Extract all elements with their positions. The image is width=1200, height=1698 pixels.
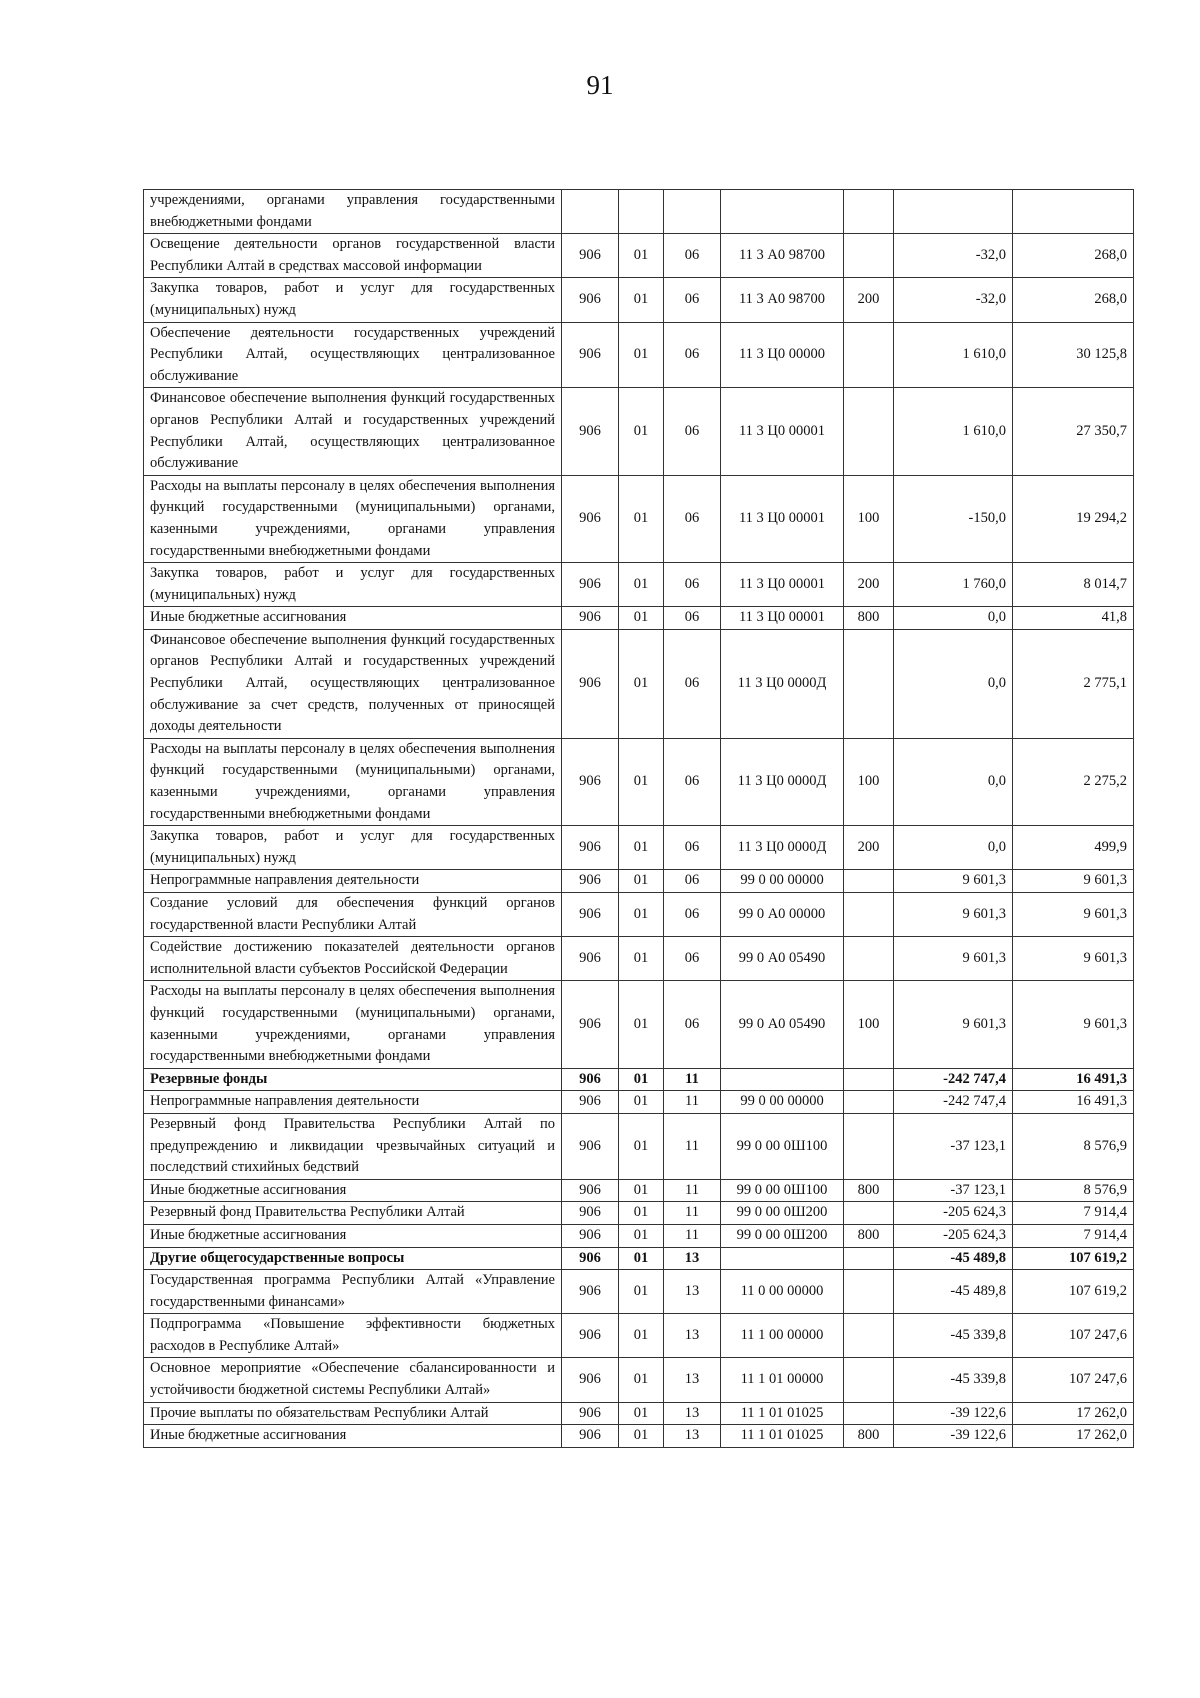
cell-total-amount: 499,9 bbox=[1013, 826, 1134, 870]
cell-name: Создание условий для обеспечения функций органов государственной власти Республики Алтай bbox=[144, 893, 562, 937]
cell-name: Закупка товаров, работ и услуг для государственных (муниципальных) нужд bbox=[144, 563, 562, 607]
cell-name: Непрограммные направления деятельности bbox=[144, 1091, 562, 1114]
cell-total-amount: 27 350,7 bbox=[1013, 388, 1134, 475]
cell-section: 01 bbox=[619, 1179, 664, 1202]
cell-ministry-code: 906 bbox=[562, 629, 619, 738]
table-row bbox=[144, 1247, 1134, 1270]
cell-change-amount: 0,0 bbox=[894, 629, 1013, 738]
cell-total-amount: 9 601,3 bbox=[1013, 893, 1134, 937]
cell-section: 01 bbox=[619, 607, 664, 630]
cell-change-amount: 9 601,3 bbox=[894, 981, 1013, 1068]
table-row bbox=[144, 937, 1134, 981]
cell-change-amount: -37 123,1 bbox=[894, 1113, 1013, 1179]
cell-subsection: 11 bbox=[664, 1224, 721, 1247]
cell-name: Обеспечение деятельности государственных учреждений Республики Алтай, осуществляющих централизованное обслуживание bbox=[144, 322, 562, 388]
cell-change-amount: 0,0 bbox=[894, 607, 1013, 630]
cell-subsection: 13 bbox=[664, 1270, 721, 1314]
cell-expense-type bbox=[844, 322, 894, 388]
cell-ministry-code: 906 bbox=[562, 607, 619, 630]
cell-ministry-code: 906 bbox=[562, 234, 619, 278]
cell-subsection: 13 bbox=[664, 1402, 721, 1425]
cell-target-article: 99 0 А0 05490 bbox=[721, 937, 844, 981]
cell-ministry-code: 906 bbox=[562, 1091, 619, 1114]
cell-change-amount: -37 123,1 bbox=[894, 1179, 1013, 1202]
cell-ministry-code: 906 bbox=[562, 563, 619, 607]
cell-target-article: 11 1 01 00000 bbox=[721, 1358, 844, 1402]
cell-target-article: 11 3 Ц0 0000Д bbox=[721, 629, 844, 738]
cell-subsection: 06 bbox=[664, 234, 721, 278]
cell-change-amount: -45 489,8 bbox=[894, 1247, 1013, 1270]
cell-total-amount: 19 294,2 bbox=[1013, 475, 1134, 562]
cell-change-amount: 9 601,3 bbox=[894, 870, 1013, 893]
cell-expense-type bbox=[844, 1247, 894, 1270]
cell-subsection: 06 bbox=[664, 322, 721, 388]
cell-change-amount: 1 610,0 bbox=[894, 388, 1013, 475]
cell-target-article: 11 3 Ц0 0000Д bbox=[721, 738, 844, 825]
cell-section: 01 bbox=[619, 1224, 664, 1247]
cell-total-amount: 7 914,4 bbox=[1013, 1224, 1134, 1247]
cell-section: 01 bbox=[619, 1358, 664, 1402]
cell-subsection: 06 bbox=[664, 981, 721, 1068]
cell-subsection: 11 bbox=[664, 1091, 721, 1114]
cell-name: Государственная программа Республики Алтай «Управление государственными финансами» bbox=[144, 1270, 562, 1314]
cell-expense-type: 800 bbox=[844, 1425, 894, 1448]
cell-ministry-code: 906 bbox=[562, 738, 619, 825]
cell-subsection: 06 bbox=[664, 826, 721, 870]
cell-section: 01 bbox=[619, 870, 664, 893]
table-row bbox=[144, 981, 1134, 1068]
cell-ministry-code: 906 bbox=[562, 278, 619, 322]
cell-section: 01 bbox=[619, 893, 664, 937]
cell-target-article: 99 0 А0 00000 bbox=[721, 893, 844, 937]
cell-section: 01 bbox=[619, 1113, 664, 1179]
cell-change-amount: -205 624,3 bbox=[894, 1202, 1013, 1225]
cell-expense-type bbox=[844, 1402, 894, 1425]
cell-name: Расходы на выплаты персоналу в целях обеспечения выполнения функций государственными (муниципальными) органами, казенными учреждениями, органами управления государственными внебюджетными фондами bbox=[144, 738, 562, 825]
cell-expense-type bbox=[844, 1314, 894, 1358]
cell-expense-type: 100 bbox=[844, 981, 894, 1068]
cell-target-article: 99 0 А0 05490 bbox=[721, 981, 844, 1068]
cell-name: Резервный фонд Правительства Республики Алтай bbox=[144, 1202, 562, 1225]
cell-subsection: 11 bbox=[664, 1113, 721, 1179]
cell-target-article: 11 3 Ц0 00001 bbox=[721, 388, 844, 475]
table-row bbox=[144, 475, 1134, 562]
cell-subsection: 13 bbox=[664, 1358, 721, 1402]
cell-ministry-code: 906 bbox=[562, 1202, 619, 1225]
cell-total-amount: 107 619,2 bbox=[1013, 1247, 1134, 1270]
cell-target-article bbox=[721, 190, 844, 234]
cell-subsection: 06 bbox=[664, 388, 721, 475]
cell-subsection bbox=[664, 190, 721, 234]
cell-target-article: 11 3 Ц0 0000Д bbox=[721, 826, 844, 870]
cell-subsection: 06 bbox=[664, 937, 721, 981]
cell-total-amount: 268,0 bbox=[1013, 234, 1134, 278]
cell-ministry-code: 906 bbox=[562, 1179, 619, 1202]
cell-ministry-code: 906 bbox=[562, 826, 619, 870]
table-row bbox=[144, 1402, 1134, 1425]
cell-section: 01 bbox=[619, 1068, 664, 1091]
cell-change-amount: 9 601,3 bbox=[894, 937, 1013, 981]
cell-expense-type bbox=[844, 1270, 894, 1314]
page-number: 91 bbox=[586, 70, 614, 100]
cell-subsection: 06 bbox=[664, 893, 721, 937]
cell-total-amount: 9 601,3 bbox=[1013, 981, 1134, 1068]
cell-change-amount: -32,0 bbox=[894, 278, 1013, 322]
cell-target-article: 99 0 00 00000 bbox=[721, 1091, 844, 1114]
cell-name: Прочие выплаты по обязательствам Республики Алтай bbox=[144, 1402, 562, 1425]
cell-subsection: 06 bbox=[664, 475, 721, 562]
cell-section: 01 bbox=[619, 234, 664, 278]
cell-expense-type bbox=[844, 1068, 894, 1091]
table-row bbox=[144, 1091, 1134, 1114]
cell-expense-type bbox=[844, 870, 894, 893]
cell-target-article: 99 0 00 0Ш200 bbox=[721, 1202, 844, 1225]
table-row bbox=[144, 1425, 1134, 1448]
cell-total-amount: 8 576,9 bbox=[1013, 1179, 1134, 1202]
cell-section: 01 bbox=[619, 1314, 664, 1358]
cell-expense-type bbox=[844, 388, 894, 475]
cell-change-amount: -32,0 bbox=[894, 234, 1013, 278]
cell-section: 01 bbox=[619, 1247, 664, 1270]
cell-total-amount: 41,8 bbox=[1013, 607, 1134, 630]
cell-target-article: 99 0 00 0Ш100 bbox=[721, 1113, 844, 1179]
cell-change-amount: -39 122,6 bbox=[894, 1425, 1013, 1448]
cell-ministry-code: 906 bbox=[562, 1224, 619, 1247]
table-row bbox=[144, 1314, 1134, 1358]
cell-target-article: 11 3 Ц0 00000 bbox=[721, 322, 844, 388]
cell-subsection: 06 bbox=[664, 563, 721, 607]
cell-subsection: 06 bbox=[664, 738, 721, 825]
table-row bbox=[144, 563, 1134, 607]
cell-ministry-code: 906 bbox=[562, 937, 619, 981]
cell-section: 01 bbox=[619, 981, 664, 1068]
cell-name: Основное мероприятие «Обеспечение сбалансированности и устойчивости бюджетной системы Республики Алтай» bbox=[144, 1358, 562, 1402]
table-row bbox=[144, 870, 1134, 893]
cell-ministry-code: 906 bbox=[562, 322, 619, 388]
cell-target-article: 11 3 Ц0 00001 bbox=[721, 607, 844, 630]
cell-expense-type bbox=[844, 190, 894, 234]
cell-change-amount: -39 122,6 bbox=[894, 1402, 1013, 1425]
cell-target-article bbox=[721, 1247, 844, 1270]
cell-target-article: 11 3 Ц0 00001 bbox=[721, 563, 844, 607]
cell-name: Непрограммные направления деятельности bbox=[144, 870, 562, 893]
cell-ministry-code: 906 bbox=[562, 1247, 619, 1270]
cell-target-article: 11 1 00 00000 bbox=[721, 1314, 844, 1358]
cell-section: 01 bbox=[619, 738, 664, 825]
table-row bbox=[144, 1179, 1134, 1202]
cell-expense-type bbox=[844, 1358, 894, 1402]
cell-total-amount: 8 576,9 bbox=[1013, 1113, 1134, 1179]
cell-expense-type: 200 bbox=[844, 563, 894, 607]
cell-subsection: 06 bbox=[664, 870, 721, 893]
table-row bbox=[144, 1068, 1134, 1091]
cell-expense-type: 200 bbox=[844, 278, 894, 322]
cell-section: 01 bbox=[619, 388, 664, 475]
cell-subsection: 06 bbox=[664, 278, 721, 322]
cell-section: 01 bbox=[619, 629, 664, 738]
cell-name: Резервные фонды bbox=[144, 1068, 562, 1091]
cell-target-article: 11 3 Ц0 00001 bbox=[721, 475, 844, 562]
table-row bbox=[144, 234, 1134, 278]
cell-change-amount: -45 489,8 bbox=[894, 1270, 1013, 1314]
table-row bbox=[144, 826, 1134, 870]
cell-section: 01 bbox=[619, 1402, 664, 1425]
cell-name: Иные бюджетные ассигнования bbox=[144, 1425, 562, 1448]
cell-total-amount: 17 262,0 bbox=[1013, 1402, 1134, 1425]
cell-expense-type: 200 bbox=[844, 826, 894, 870]
cell-subsection: 11 bbox=[664, 1179, 721, 1202]
cell-total-amount: 16 491,3 bbox=[1013, 1091, 1134, 1114]
cell-target-article: 11 1 01 01025 bbox=[721, 1402, 844, 1425]
cell-name: Закупка товаров, работ и услуг для государственных (муниципальных) нужд bbox=[144, 278, 562, 322]
cell-total-amount: 107 247,6 bbox=[1013, 1358, 1134, 1402]
cell-name: Расходы на выплаты персоналу в целях обеспечения выполнения функций государственными (муниципальными) органами, казенными учреждениями, органами управления государственными внебюджетными фондами bbox=[144, 981, 562, 1068]
cell-total-amount: 30 125,8 bbox=[1013, 322, 1134, 388]
cell-name: Освещение деятельности органов государственной власти Республики Алтай в средствах массовой информации bbox=[144, 234, 562, 278]
cell-change-amount bbox=[894, 190, 1013, 234]
cell-expense-type: 800 bbox=[844, 607, 894, 630]
cell-name: Финансовое обеспечение выполнения функций государственных органов Республики Алтай и государственных учреждений Республики Алтай, осуществляющих централизованное обслуживание bbox=[144, 388, 562, 475]
cell-total-amount: 7 914,4 bbox=[1013, 1202, 1134, 1225]
cell-total-amount: 2 775,1 bbox=[1013, 629, 1134, 738]
cell-target-article: 11 1 01 01025 bbox=[721, 1425, 844, 1448]
cell-total-amount: 107 247,6 bbox=[1013, 1314, 1134, 1358]
cell-ministry-code: 906 bbox=[562, 388, 619, 475]
table-row bbox=[144, 1113, 1134, 1179]
cell-ministry-code: 906 bbox=[562, 1358, 619, 1402]
cell-total-amount: 9 601,3 bbox=[1013, 870, 1134, 893]
cell-total-amount bbox=[1013, 190, 1134, 234]
cell-ministry-code: 906 bbox=[562, 1113, 619, 1179]
table-row bbox=[144, 1202, 1134, 1225]
cell-section: 01 bbox=[619, 1202, 664, 1225]
cell-expense-type: 800 bbox=[844, 1224, 894, 1247]
cell-target-article: 99 0 00 0Ш100 bbox=[721, 1179, 844, 1202]
cell-section: 01 bbox=[619, 1270, 664, 1314]
cell-expense-type bbox=[844, 937, 894, 981]
cell-subsection: 13 bbox=[664, 1247, 721, 1270]
cell-change-amount: 0,0 bbox=[894, 826, 1013, 870]
cell-change-amount: 1 760,0 bbox=[894, 563, 1013, 607]
table-row bbox=[144, 190, 1134, 234]
cell-total-amount: 17 262,0 bbox=[1013, 1425, 1134, 1448]
cell-total-amount: 9 601,3 bbox=[1013, 937, 1134, 981]
cell-name: Подпрограмма «Повышение эффективности бюджетных расходов в Республике Алтай» bbox=[144, 1314, 562, 1358]
cell-subsection: 13 bbox=[664, 1314, 721, 1358]
cell-name: Содействие достижению показателей деятельности органов исполнительной власти субъектов Российской Федерации bbox=[144, 937, 562, 981]
cell-ministry-code: 906 bbox=[562, 1270, 619, 1314]
cell-expense-type bbox=[844, 1113, 894, 1179]
cell-subsection: 13 bbox=[664, 1425, 721, 1448]
cell-target-article: 99 0 00 00000 bbox=[721, 870, 844, 893]
table-body bbox=[144, 190, 1134, 1448]
cell-expense-type bbox=[844, 1091, 894, 1114]
cell-ministry-code bbox=[562, 190, 619, 234]
cell-change-amount: -150,0 bbox=[894, 475, 1013, 562]
cell-name: Расходы на выплаты персоналу в целях обеспечения выполнения функций государственными (муниципальными) органами, казенными учреждениями, органами управления государственными внебюджетными фондами bbox=[144, 475, 562, 562]
cell-name: учреждениями, органами управления государственными внебюджетными фондами bbox=[144, 190, 562, 234]
cell-total-amount: 16 491,3 bbox=[1013, 1068, 1134, 1091]
cell-subsection: 11 bbox=[664, 1068, 721, 1091]
cell-section: 01 bbox=[619, 563, 664, 607]
budget-table bbox=[143, 189, 1134, 1448]
cell-name: Резервный фонд Правительства Республики Алтай по предупреждению и ликвидации чрезвычайных ситуаций и последствий стихийных бедствий bbox=[144, 1113, 562, 1179]
cell-name: Финансовое обеспечение выполнения функций государственных органов Республики Алтай и государственных учреждений Республики Алтай, осуществляющих централизованное обслуживание за счет средств, полученных от приносящей доходы деятельности bbox=[144, 629, 562, 738]
cell-subsection: 06 bbox=[664, 607, 721, 630]
cell-name: Иные бюджетные ассигнования bbox=[144, 1224, 562, 1247]
cell-ministry-code: 906 bbox=[562, 893, 619, 937]
cell-ministry-code: 906 bbox=[562, 1425, 619, 1448]
cell-total-amount: 2 275,2 bbox=[1013, 738, 1134, 825]
cell-section: 01 bbox=[619, 475, 664, 562]
cell-name: Иные бюджетные ассигнования bbox=[144, 1179, 562, 1202]
table-row bbox=[144, 1358, 1134, 1402]
cell-total-amount: 268,0 bbox=[1013, 278, 1134, 322]
cell-target-article: 11 0 00 00000 bbox=[721, 1270, 844, 1314]
cell-change-amount: -242 747,4 bbox=[894, 1068, 1013, 1091]
cell-target-article: 11 3 А0 98700 bbox=[721, 278, 844, 322]
table-row bbox=[144, 1270, 1134, 1314]
cell-subsection: 06 bbox=[664, 629, 721, 738]
cell-ministry-code: 906 bbox=[562, 870, 619, 893]
cell-expense-type bbox=[844, 234, 894, 278]
cell-name: Закупка товаров, работ и услуг для государственных (муниципальных) нужд bbox=[144, 826, 562, 870]
table-row bbox=[144, 388, 1134, 475]
table-row bbox=[144, 738, 1134, 825]
cell-ministry-code: 906 bbox=[562, 981, 619, 1068]
cell-ministry-code: 906 bbox=[562, 1068, 619, 1091]
cell-expense-type bbox=[844, 893, 894, 937]
table-row bbox=[144, 893, 1134, 937]
cell-subsection: 11 bbox=[664, 1202, 721, 1225]
cell-section: 01 bbox=[619, 826, 664, 870]
cell-ministry-code: 906 bbox=[562, 475, 619, 562]
cell-total-amount: 8 014,7 bbox=[1013, 563, 1134, 607]
cell-target-article: 11 3 А0 98700 bbox=[721, 234, 844, 278]
cell-change-amount: -242 747,4 bbox=[894, 1091, 1013, 1114]
cell-section bbox=[619, 190, 664, 234]
cell-change-amount: -45 339,8 bbox=[894, 1314, 1013, 1358]
cell-name: Иные бюджетные ассигнования bbox=[144, 607, 562, 630]
cell-expense-type bbox=[844, 1202, 894, 1225]
cell-expense-type bbox=[844, 629, 894, 738]
cell-change-amount: 0,0 bbox=[894, 738, 1013, 825]
cell-target-article bbox=[721, 1068, 844, 1091]
cell-expense-type: 100 bbox=[844, 475, 894, 562]
table-row bbox=[144, 629, 1134, 738]
cell-section: 01 bbox=[619, 937, 664, 981]
cell-change-amount: 1 610,0 bbox=[894, 322, 1013, 388]
cell-ministry-code: 906 bbox=[562, 1402, 619, 1425]
table-row bbox=[144, 278, 1134, 322]
cell-total-amount: 107 619,2 bbox=[1013, 1270, 1134, 1314]
cell-name: Другие общегосударственные вопросы bbox=[144, 1247, 562, 1270]
cell-ministry-code: 906 bbox=[562, 1314, 619, 1358]
cell-change-amount: -45 339,8 bbox=[894, 1358, 1013, 1402]
table-row bbox=[144, 607, 1134, 630]
cell-section: 01 bbox=[619, 322, 664, 388]
cell-expense-type: 800 bbox=[844, 1179, 894, 1202]
cell-change-amount: 9 601,3 bbox=[894, 893, 1013, 937]
cell-section: 01 bbox=[619, 1091, 664, 1114]
cell-target-article: 99 0 00 0Ш200 bbox=[721, 1224, 844, 1247]
cell-section: 01 bbox=[619, 1425, 664, 1448]
table-row bbox=[144, 1224, 1134, 1247]
table-row bbox=[144, 322, 1134, 388]
cell-expense-type: 100 bbox=[844, 738, 894, 825]
cell-section: 01 bbox=[619, 278, 664, 322]
cell-change-amount: -205 624,3 bbox=[894, 1224, 1013, 1247]
